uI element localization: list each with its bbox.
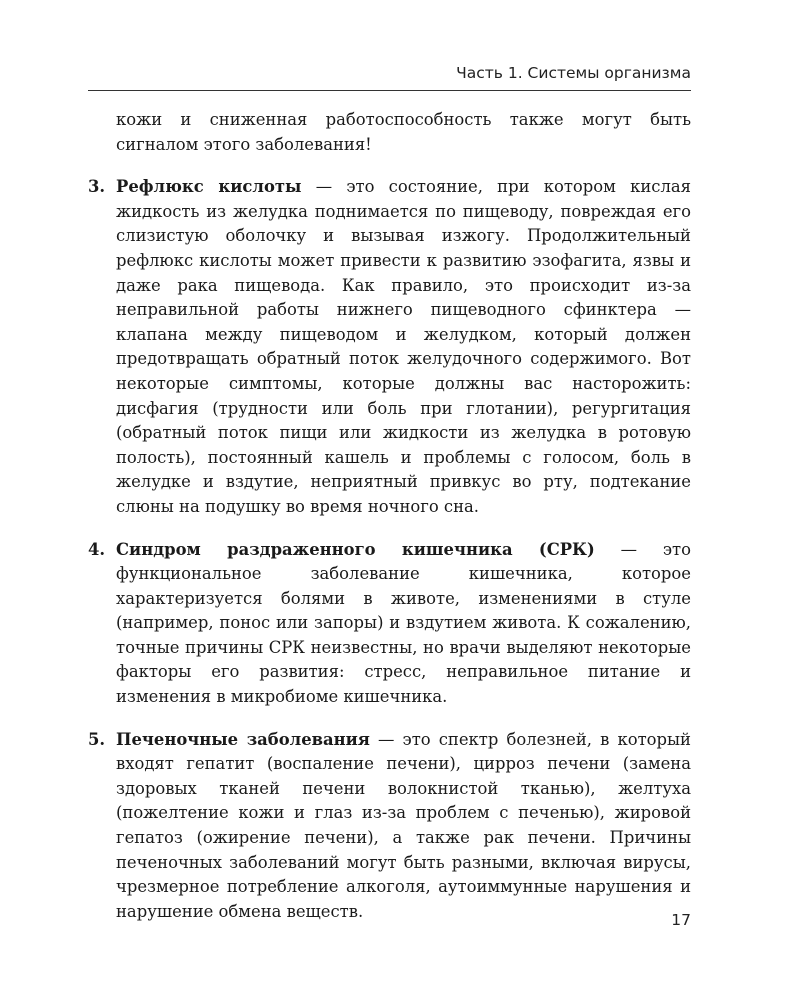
- list-item-text: — это состояние, при котором кислая жидкость из желудка поднимается по пищеводу, повреждая его слизистую оболочку и вызывая изжогу. Продолжительный рефлюкс кислоты может привести к развитию эзофагита, язвы и даже рака пищевода. Как правило, это происходит из-за неправильной работы нижнего пищеводного сфинктера — клапана между пищеводом и желудком, который должен предотвращать обратный поток желудочного содержимого. Вот некоторые симптомы, которые должны вас насторожить: дисфагия (трудности или боль при глотании), регургитация (обратный поток пищи или жидкости из желудка в ротовую полость), постоянный кашель и проблемы с голосом, боль в желудке и вздутие, неприятный привкус во рту, подтекание слюны на подушку во время ночного сна.: [116, 177, 691, 516]
- list-item-text: — это функциональное заболевание кишечника, которое характеризуется болями в животе, изменениями в стуле (например, понос или запоры) и вздутием живота. К сожалению, точные причины СРК неизвестны, но врачи выделяют некоторые факторы его развития: стресс, неправильное питание и изменения в микробиоме кишечника.: [116, 539, 691, 707]
- list-item-term: Синдром раздраженного кишечника (СРК): [116, 539, 595, 559]
- list-item-number: 3.: [88, 177, 106, 197]
- list-item: [88, 728, 691, 925]
- list-item: [88, 538, 691, 710]
- running-header: Часть 1. Системы организма: [456, 64, 691, 82]
- list-item-text: — это спектр болезней, в который входят гепатит (воспаление печени), цирроз печени (замена здоровых тканей печени волокнистой тканью), желтуха (пожелтение кожи и глаз из-за проблем с печенью), жировой гепатоз (ожирение печени), а также рак печени. Причины печеночных заболеваний могут быть разными, включая вирусы, чрезмерное потребление алкоголя, аутоиммунные нарушения и нарушение обмена веществ.: [116, 729, 691, 921]
- header-rule: [88, 90, 691, 91]
- page-body: [88, 108, 691, 942]
- continued-paragraph: кожи и сниженная работоспособность также могут быть сигналом этого заболевания!: [116, 110, 691, 154]
- page-number: 17: [671, 911, 691, 929]
- list-item-number: 4.: [88, 539, 106, 559]
- list-item: [88, 175, 691, 519]
- list-item-term: Рефлюкс кислоты: [116, 177, 302, 197]
- list-item-number: 5.: [88, 729, 106, 749]
- list-item-term: Печеночные заболевания: [116, 729, 370, 749]
